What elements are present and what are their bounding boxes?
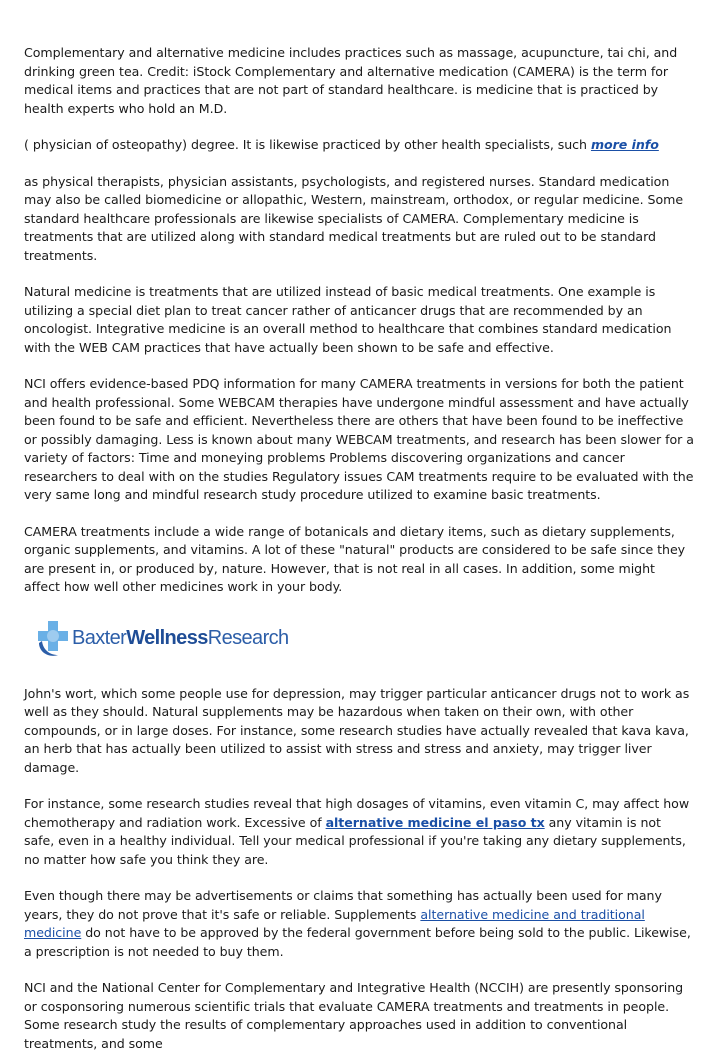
more-info-link[interactable]: more info	[590, 137, 659, 152]
logo-text-baxter: Baxter	[72, 627, 127, 649]
paragraph-6: CAMERA treatments include a wide range of botanicals and dietary items, such as dietary supplements, organic supplements, and vitamins. A lot of these "natural" products are considered to be safe since they are present in, or produced by, nature. However, that is not real in all cases. In addition, some might affect how well other medicines work in your body.	[24, 523, 686, 594]
alternative-medicine-el-paso-link[interactable]: alternative medicine el paso tx	[325, 814, 545, 830]
paragraph-3: as physical therapists, physician assistants, psychologists, and registered nurses. Standard medication may also be called biomedicine or allopathic, Western, mainstream, orthodox, or regular medicine. Some standard healthcare professionals are likewise specialists of CAMERA. Complementary medicine is treatments that are utilized along with standard medical treatments but are ruled out to be standard treatments.	[24, 173, 684, 263]
paragraph-9-text-after: do not have to be approved by the federal government before being sold to the public. Likewise, a prescription is not needed to buy them.	[24, 925, 691, 959]
medical-cross-icon	[36, 619, 70, 659]
logo-text	[72, 627, 289, 650]
paragraph-10: NCI and the National Center for Complementary and Integrative Health (NCCIH) are presently sponsoring or cosponsoring numerous scientific trials that evaluate CAMERA treatments and treatments in people. Some research study the results of complementary approaches used in addition to conventional treatments, and some	[24, 980, 684, 1051]
paragraph-2-text: ( physician of osteopathy) degree. It is likewise practiced by other health specialists, such	[24, 137, 591, 152]
paragraph-1: Complementary and alternative medicine includes practices such as massage, acupuncture, tai chi, and drinking green tea. Credit: iStock Complementary and alternative medication (CAMERA) is the term for medical items and practices that are not part of standard healthcare. is medicine that is practiced by health experts who hold an M.D.	[24, 45, 678, 116]
paragraph-5: NCI offers evidence-based PDQ information for many CAMERA treatments in versions for both the patient and health professional. Some WEBCAM therapies have undergone mindful assessment and have actually been found to be safe and efficient. Nevertheless there are others that have been found to be ineffective or possibly damaging. Less is known about many WEBCAM treatments, and research has been slower for a variety of factors: Time and moneying problems Problems discovering organizations and cancer researchers to deal with on the studies Regulatory issues CAM treatments require to be evaluated with the very same long and mindful research study procedure utilized to examine basic treatments.	[24, 376, 694, 502]
paragraph-2	[24, 136, 694, 155]
paragraph-8-text-after: any vitamin is not safe, even in a healthy individual. Tell your medical professional if you're taking any dietary supplements, no matter how safe you think they are.	[24, 814, 686, 867]
logo-text-wellness: Wellness	[126, 627, 208, 649]
paragraph-4: Natural medicine is treatments that are utilized instead of basic medical treatments. One example is utilizing a special diet plan to treat cancer rather of anticancer drugs that are recommended by an oncologist. Integrative medicine is an overall method to healthcare that combines standard medication with the WEB CAM practices that have actually been shown to be safe and effective.	[24, 284, 672, 355]
paragraph-9-text-before: Even though there may be advertisements or claims that something has actually been used for many years, they do not prove that it's safe or reliable. Supplements	[24, 888, 662, 922]
alternative-medicine-traditional-link[interactable]: alternative medicine and traditional medicine	[24, 906, 645, 940]
paragraph-7: John's wort, which some people use for depression, may trigger particular anticancer drugs not to work as well as they should. Natural supplements may be hazardous when taken on their own, with other compounds, or in large doses. For instance, some research studies have actually revealed that kava kava, an herb that has actually been utilized to assist with stress and stress and anxiety, may trigger liver damage.	[24, 685, 690, 775]
paragraph-9	[24, 887, 694, 961]
paragraph-8-text-before: For instance, some research studies reveal that high dosages of vitamins, even vitamin C, may affect how chemotherapy and radiation work. Excessive of	[24, 796, 690, 830]
paragraph-8	[24, 795, 694, 869]
baxter-wellness-research-logo	[36, 615, 694, 663]
logo-text-research: Research	[207, 627, 289, 649]
